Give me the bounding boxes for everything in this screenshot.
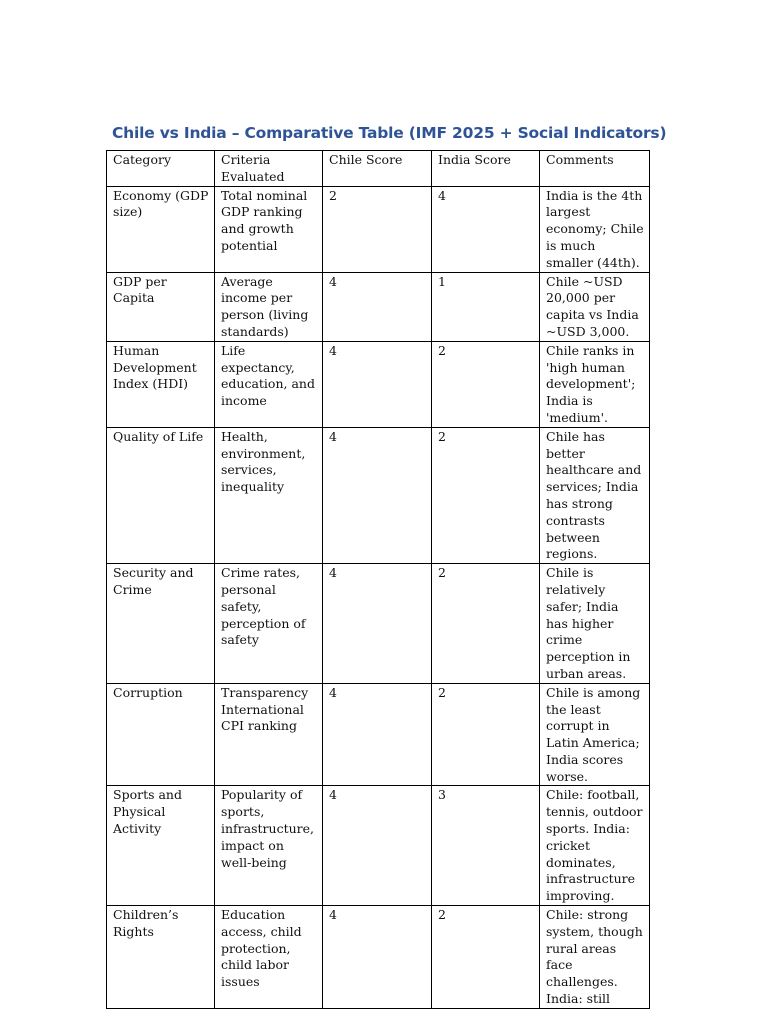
cell-comments: Chile ranks in 'high human development'; India is 'medium'. [540,341,650,427]
cell-india-score: 2 [432,341,540,427]
header-criteria: Criteria Evaluated [215,151,323,187]
cell-category: GDP per Capita [107,272,215,341]
cell-india-score: 2 [432,906,540,1009]
cell-comments: Chile has better healthcare and services; India has strong contrasts between regions. [540,427,650,563]
cell-chile-score: 4 [323,427,432,563]
cell-india-score: 2 [432,683,540,786]
cell-comments: Chile: football, tennis, outdoor sports. India: cricket dominates, infrastructure improving. [540,786,650,906]
cell-category: Children’s Rights [107,906,215,1009]
cell-category: Corruption [107,683,215,786]
cell-comments: India is the 4th largest economy; Chile is much smaller (44th). [540,186,650,272]
cell-comments: Chile: strong system, though rural areas face challenges. India: still [540,906,650,1009]
comparison-table [106,150,650,1009]
cell-category: Sports and Physical Activity [107,786,215,906]
table-header-row [107,151,650,187]
cell-chile-score: 4 [323,272,432,341]
cell-criteria: Health, environment, services, inequality [215,427,323,563]
cell-chile-score: 4 [323,564,432,684]
cell-india-score: 4 [432,186,540,272]
cell-criteria: Crime rates, personal safety, perception of safety [215,564,323,684]
header-chile-score: Chile Score [323,151,432,187]
header-comments: Comments [540,151,650,187]
cell-india-score: 2 [432,564,540,684]
table-row [107,683,650,786]
cell-criteria: Total nominal GDP ranking and growth potential [215,186,323,272]
cell-criteria: Average income per person (living standards) [215,272,323,341]
cell-india-score: 1 [432,272,540,341]
table-row [107,427,650,563]
cell-chile-score: 4 [323,341,432,427]
cell-category: Human Development Index (HDI) [107,341,215,427]
table-row [107,341,650,427]
cell-comments: Chile is among the least corrupt in Latin America; India scores worse. [540,683,650,786]
header-category: Category [107,151,215,187]
cell-category: Quality of Life [107,427,215,563]
cell-criteria: Life expectancy, education, and income [215,341,323,427]
cell-criteria: Transparency International CPI ranking [215,683,323,786]
cell-india-score: 2 [432,427,540,563]
cell-india-score: 3 [432,786,540,906]
table-row [107,786,650,906]
cell-chile-score: 4 [323,906,432,1009]
cell-criteria: Popularity of sports, infrastructure, impact on well-being [215,786,323,906]
table-row [107,564,650,684]
table-row [107,906,650,1009]
cell-chile-score: 4 [323,786,432,906]
page-title: Chile vs India – Comparative Table (IMF 2025 + Social Indicators) [112,124,667,142]
table-row [107,272,650,341]
cell-criteria: Education access, child protection, child labor issues [215,906,323,1009]
cell-chile-score: 2 [323,186,432,272]
cell-comments: Chile is relatively safer; India has higher crime perception in urban areas. [540,564,650,684]
table-row [107,186,650,272]
cell-chile-score: 4 [323,683,432,786]
cell-category: Security and Crime [107,564,215,684]
cell-comments: Chile ~USD 20,000 per capita vs India ~USD 3,000. [540,272,650,341]
header-india-score: India Score [432,151,540,187]
cell-category: Economy (GDP size) [107,186,215,272]
